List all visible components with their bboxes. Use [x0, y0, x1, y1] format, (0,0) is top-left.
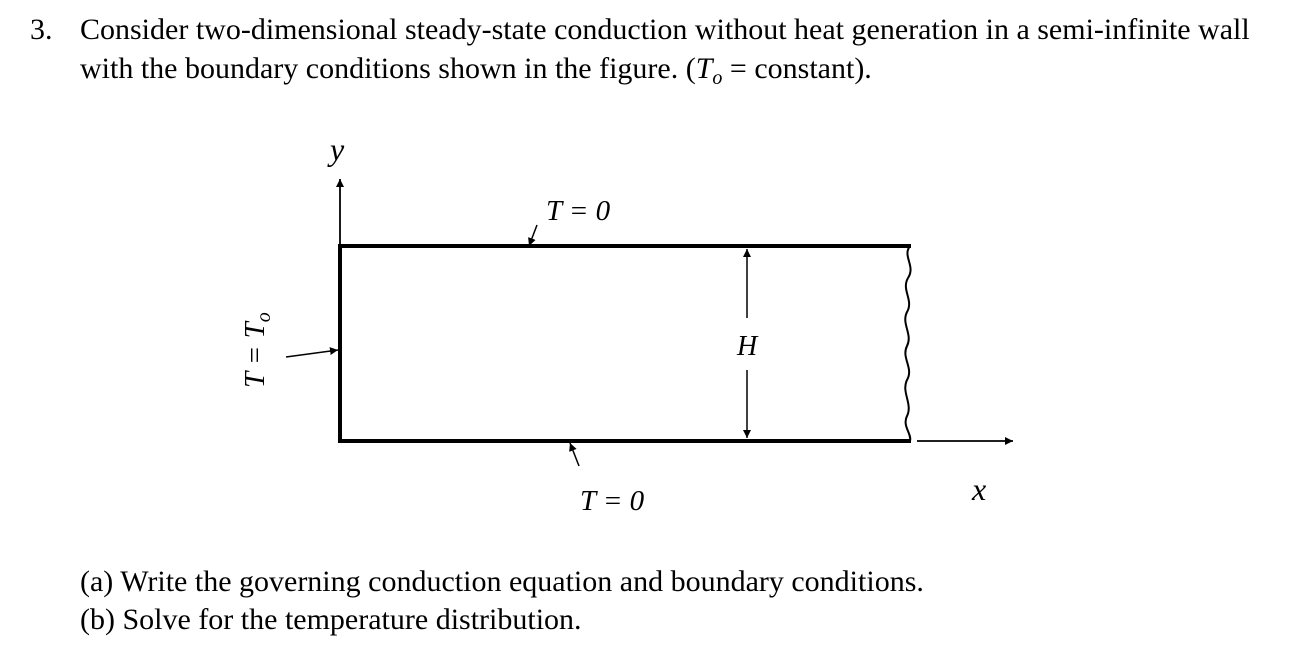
part-a-label: (a) — [80, 565, 114, 598]
part-a-text: Write the governing conduction equation and boundary conditions. — [120, 565, 924, 598]
part-b-label: (b) — [80, 603, 115, 636]
stem-text-end: = constant). — [722, 52, 872, 85]
svg-text:T = To — [239, 312, 275, 388]
top-bc-label: T = 0 — [546, 195, 611, 227]
left-bc-pointer — [286, 350, 338, 357]
bottom-bc-label: T = 0 — [580, 485, 645, 517]
stem-text: Consider two-dimensional steady-state conduction without heat generation in a semi-infinite wall with the boundary conditions shown in the figure. ( — [80, 13, 1250, 85]
question-parts — [80, 563, 924, 639]
part-a — [80, 563, 924, 601]
height-label: H — [737, 331, 758, 362]
problem-number: 3. — [30, 13, 53, 46]
stem-subscript: o — [712, 67, 723, 89]
part-b — [80, 601, 924, 639]
left-bc-text: T = T — [239, 322, 271, 388]
left-bc-label — [239, 312, 275, 388]
top-bc-pointer — [529, 225, 537, 246]
x-axis-label: x — [972, 471, 987, 507]
stem-T-symbol: T — [695, 52, 713, 85]
bottom-bc-pointer — [570, 443, 579, 466]
wall-break-line — [905, 246, 910, 441]
left-bc-subscript: o — [253, 312, 275, 323]
part-b-text: Solve for the temperature distribution. — [122, 603, 582, 636]
y-axis-label: y — [330, 131, 345, 167]
